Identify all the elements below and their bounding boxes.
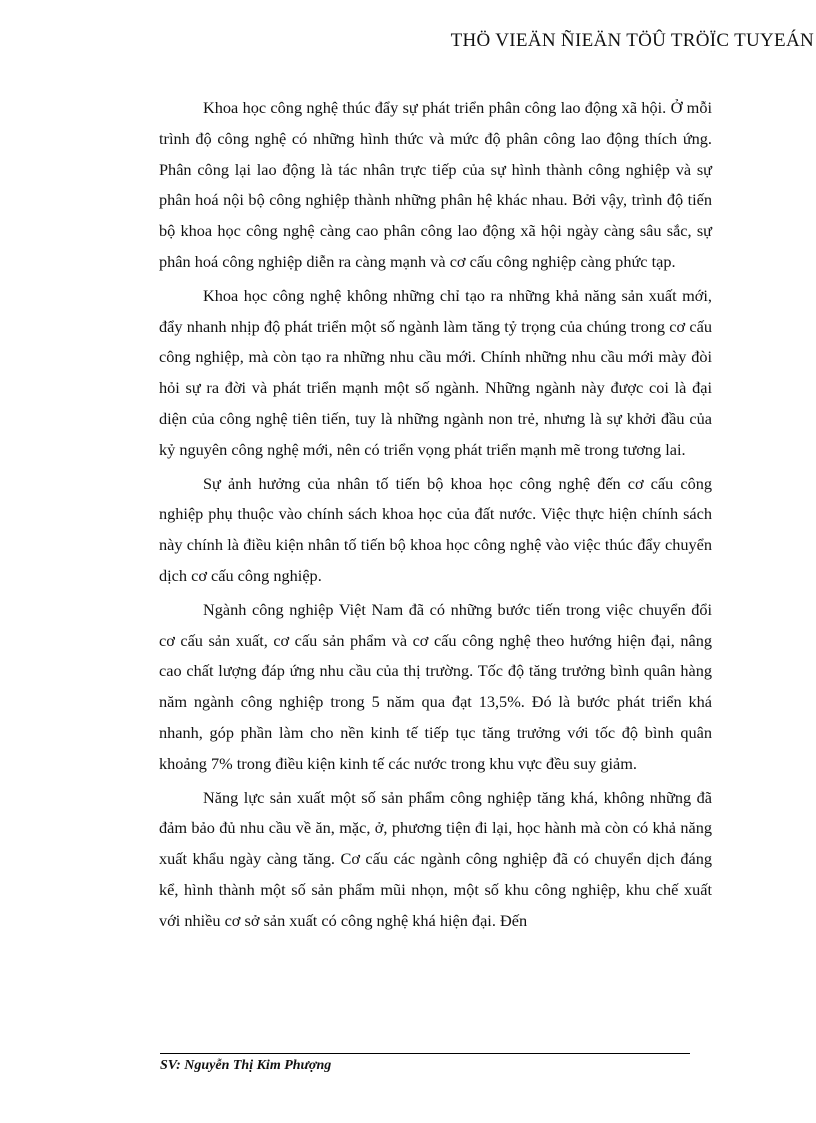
running-header: THÖ VIEÄN ÑIEÄN TÖÛ TRÖÏC TUYEÁN [450, 30, 814, 51]
footer-author: SV: Nguyễn Thị Kim Phượng [160, 1058, 332, 1073]
paragraph-2: Khoa học công nghệ không những chỉ tạo ra những khả năng sản xuất mới, đẩy nhanh nhịp độ phát triển một số ngành làm tăng tỷ trọng của chúng trong cơ cấu công nghiệp, mà còn tạo ra những nhu cầu mới. Chính những nhu cầu mới mày đòi hỏi sự ra đời và phát triển mạnh một số ngành. Những ngành này được coi là đại diện của công nghệ tiên tiến, tuy là những ngành non trẻ, nhưng là sự khởi đầu của kỷ nguyên công nghệ mới, nên có triển vọng phát triển mạnh mẽ trong tương lai. [159, 285, 712, 459]
document-body [159, 93, 712, 937]
footer-divider [160, 1053, 690, 1054]
paragraph-5: Năng lực sản xuất một số sản phẩm công nghiệp tăng khá, không những đã đảm bảo đủ nhu cầu về ăn, mặc, ở, phương tiện đi lại, học hành mà còn có khả năng xuất khẩu ngày càng tăng. Cơ cấu các ngành công nghiệp đã có chuyển dịch đáng kể, hình thành một số sản phẩm mũi nhọn, một số khu công nghiệp, khu chế xuất với nhiều cơ sở sản xuất có công nghệ khá hiện đại. Đến [159, 787, 712, 930]
paragraph-1: Khoa học công nghệ thúc đẩy sự phát triển phân công lao động xã hội. Ở mỗi trình độ công nghệ có những hình thức và mức độ phân công lao động thích ứng. Phân công lại lao động là tác nhân trực tiếp của sự hình thành công nghiệp và sự phân hoá nội bộ công nghiệp thành những phân hệ khác nhau. Bởi vậy, trình độ tiến bộ khoa học công nghệ càng cao phân công lao động xã hội ngày càng sâu sắc, sự phân hoá công nghiệp diễn ra càng mạnh và cơ cấu công nghiệp càng phức tạp. [159, 98, 712, 271]
paragraph-4: Ngành công nghiệp Việt Nam đã có những bước tiến trong việc chuyển đổi cơ cấu sản xuất, cơ cấu sản phẩm và cơ cấu công nghệ theo hướng hiện đại, nâng cao chất lượng đáp ứng nhu cầu của thị trường. Tốc độ tăng trưởng bình quân hàng năm ngành công nghiệp trong 5 năm qua đạt 13,5%. Đó là bước phát triển khá nhanh, góp phần làm cho nền kinh tế tiếp tục tăng trưởng với tốc độ bình quân khoảng 7% trong điều kiện kinh tế các nước trong khu vực đều suy giảm. [159, 599, 712, 773]
paragraph-3: Sự ảnh hưởng của nhân tố tiến bộ khoa học công nghệ đến cơ cấu công nghiệp phụ thuộc vào chính sách khoa học của đất nước. Việc thực hiện chính sách này chính là điều kiện nhân tố tiến bộ khoa học công nghệ vào việc thúc đẩy chuyển dịch cơ cấu công nghiệp. [159, 473, 712, 585]
